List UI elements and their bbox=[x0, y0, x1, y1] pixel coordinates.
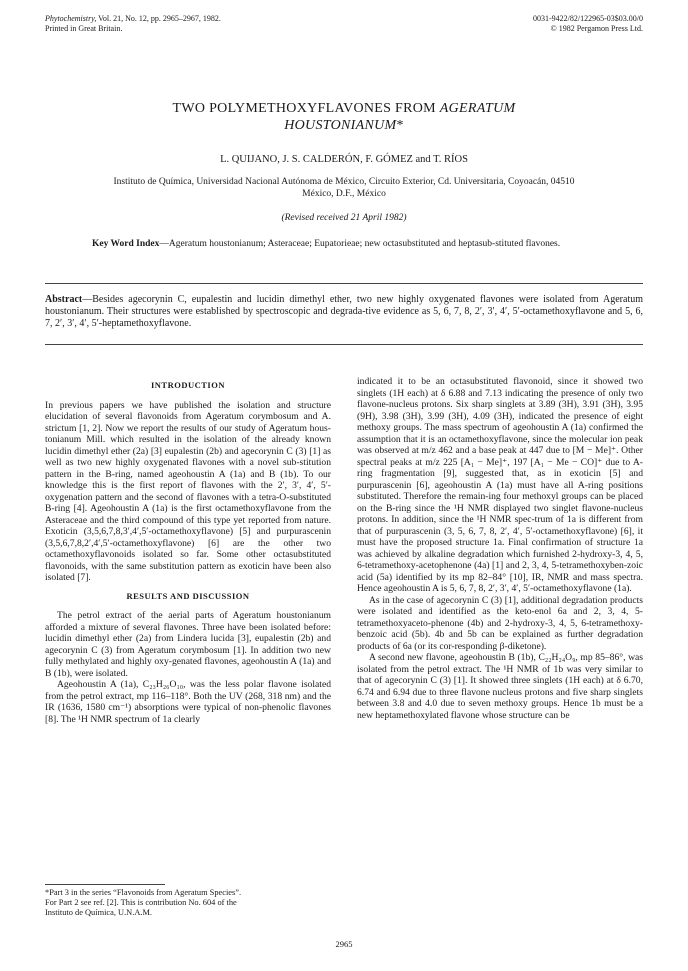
divider-bottom bbox=[45, 344, 643, 345]
abstract-label: Abstract bbox=[45, 294, 83, 305]
author-list: L. QUIJANO, J. S. CALDERÓN, F. GÓMEZ and T. RÍOS bbox=[220, 154, 468, 165]
running-header-right bbox=[533, 14, 643, 34]
affiliation-line-1: Instituto de Química, Universidad Nacional Autónoma de México, Circuito Exterior, Cd. Universitaria, Coyoacán, 04510 bbox=[113, 177, 575, 187]
article-title bbox=[40, 100, 648, 134]
footnote-line-3: Instituto de Química, U.N.A.M. bbox=[45, 908, 153, 917]
title-line-1: TWO POLYMETHOXYFLAVONES FROM bbox=[172, 101, 440, 116]
copyright-line: © 1982 Pergamon Press Ltd. bbox=[550, 24, 643, 33]
divider-top bbox=[45, 283, 643, 284]
affiliation-line-2: México, D.F., México bbox=[302, 189, 386, 199]
keyword-text: —Ageratum houstonianum; Asteraceae; Eupatorieae; new octasubstituted and heptasub-stituted flavones. bbox=[159, 239, 561, 249]
footnote-divider bbox=[45, 884, 165, 885]
footnote bbox=[45, 888, 331, 918]
running-header-left bbox=[45, 14, 221, 34]
footnote-line-2: For Part 2 see ref. [2]. This is contribution No. 604 of the bbox=[45, 898, 237, 907]
abstract-text: —Besides agecorynin C, eupalestin and lucidin dimethyl ether, two new highly oxygenated flavones were isolated from Ageratum houstonianum. Their structures were established by spectroscopic and degrada-tive evidence as 5, 6, 7, 8, 2′, 3′, 4′, 5′-octamethoxyflavone and 5, 6, 7, 2′, 3′, 4′, 5′-heptamethoxyflavone. bbox=[45, 294, 643, 329]
title-species: HOUSTONIANUM bbox=[284, 118, 397, 133]
title-footnote-mark: * bbox=[396, 118, 404, 133]
section-heading-results: RESULTS AND DISCUSSION bbox=[126, 590, 250, 601]
results-paragraph-1: The petrol extract of the aerial parts of Ageratum houstonianum afforded a mixture of several flavones. Three have been isolated before: lucidin dimethyl ether (2a) from Lindera lucida [3], eupalestin (2b) and agecorynin C (3) from Ageratum corymbosum [1]. In addition two new fully methylated and highly oxy-genated flavones, ageohoustin A (1a) and B (1b), were isolated. bbox=[45, 610, 331, 679]
introduction-paragraph: In previous papers we have published the isolation and structure elucidation of several flavonoids from Ageratum corymbosum and A. strictum [1, 2]. Now we report the results of our study of Ageratum hous-tonianum Mill. which resulted in the isolation of the already known lucidin dimethyl ether (2a) [3] eupalestin (2b) and agecorynin C (3) [1] as well as two new highly oxygenated flavones with a novel sub-stitution pattern in the B-ring, named ageohoustin A (1a) and B (1b). To our knowledge this is the first report of flavones with the 2′, 3′, 4′, 5′-oxygenation pattern and the second of flavones with a tetra-O-substituted B-ring [4]. Ageohoustin A (1a) is the first octamethoxyflavone from the Asteraceae and the third compound of this type yet reported from nature. Exoticin (3,5,6,7,8,3′,4′,5′-octamethoxyflavone) [5] and purpurascenin (3,5,6,7,8,2′,4′,5′-octamethoxyflavone) [6] are the other two octamethoxyflavonoids isolated so far. Some other octasubstituted flavonoids, with the same substitution pattern as exoticin have been also isolated [7]. bbox=[45, 399, 331, 583]
section-heading-introduction: INTRODUCTION bbox=[150, 380, 225, 390]
right-paragraph-3: A second new flavone, ageohoustin B (1b), C₂₂H₂₄O₉, mp 85–86°, was isolated from the petrol extract. The ¹H NMR of 1b was very similar to that of agecorynin C (3) [1]. It showed three singlets (1H each) at δ 6.70, 6.74 and 6.94 due to three flavone nucleus protons and five sharp singlets between 3.8 and 4.0 due to seven methoxy groups. Hence 1b must be a new heptamethoxylated flavone whose structure can be bbox=[357, 652, 643, 721]
right-paragraph-2: As in the case of agecorynin C (3) [1], additional degradation products were isolated and identified as the keto-enol 6a and 2, 3, 4, 5-tetramethoxyaceto-phenone (4b) and 2-hydroxy-3, 4, 5, 6-tetramethoxy-benzoic acid (5b). 4b and 5b can be explained as further degradation products of 6a (or its cor-responding β-diketone). bbox=[357, 594, 643, 652]
affiliation bbox=[70, 176, 618, 200]
left-column bbox=[45, 376, 331, 725]
revised-date: (Revised received 21 April 1982) bbox=[281, 213, 407, 223]
results-paragraph-2: Ageohoustin A (1a), C₂₃H₂₆O₁₀, was the less polar flavone isolated from the petrol extract, mp 116–118°. Both the UV (268, 318 nm) and the IR (1636, 1580 cm⁻¹) absorptions were typical of non-phenolic flavones [8]. The ¹H NMR spectrum of 1a clearly bbox=[45, 679, 331, 725]
article-code: 0031-9422/82/122965-03$03.00/0 bbox=[533, 14, 643, 23]
abstract bbox=[45, 294, 643, 330]
printed-location: Printed in Great Britain. bbox=[45, 24, 123, 33]
right-column bbox=[357, 376, 643, 721]
right-paragraph-1: indicated it to be an octasubstituted flavonoid, since it showed two singlets (1H each) at δ 6.88 and 7.13 indicating the presence of only two flavone-nucleus protons. Six sharp singlets at 3.89 (3H), 3.91 (3H), 3.95 (9H), 3.98 (3H), 3.99 (3H), 4.09 (3H), indicated the presence of eight methoxy groups. The mass spectrum of ageohoustin A (1a) confirmed the assumption that it is an octamethoxyflavone, since the molecular ion peak was observed at m/z 462 and a base peak at 447 due to [M − Me]⁺. Other spectral peaks at m/z 225 [A₁ − Me]⁺, 197 [A₁ − Me − CO]⁺ due to A-ring fragmentation [9], suggested that, as in exoticin [5] and purpurascenin [6], ageohoustin A (1a) must have all A-ring positions substituted. Therefore the remain-ing four methoxyl groups can be placed on the B-ring since the ¹H NMR displayed two singlet flavone-nucleus protons. In addition, since the ¹H NMR spec-trum of 1a is different from that of purpurascenin (3, 5, 6, 7, 8, 2′, 4′, 5′-octamethoxyflavone) [6], it must have the proposed structure 1a. Final confirmation of structure 1a was achieved by alkaline degradation which furnished 2-hydroxy-3, 4, 5, 6-tetramethoxy-acetophenone (4a) [1] and 2, 3, 4, 5-tetramethoxyben-zoic acid (5a) identified by its mp 82–84° [10], IR, NMR and mass spectra. Hence ageohoustin A is 5, 6, 7, 8, 2′, 3′, 4′, 5′-octamethoxyflavone (1a). bbox=[357, 376, 643, 594]
volume-info: Vol. 21, No. 12, pp. 2965–2967, 1982. bbox=[96, 14, 221, 23]
footnote-line-1: *Part 3 in the series “Flavonoids from Ageratum Species”. bbox=[45, 888, 242, 897]
keyword-index bbox=[92, 238, 596, 250]
journal-name: Phytochemistry, bbox=[45, 14, 97, 23]
title-genus: AGERATUM bbox=[439, 101, 516, 116]
keyword-label: Key Word Index bbox=[92, 239, 160, 249]
page-number: 2965 bbox=[335, 939, 353, 949]
